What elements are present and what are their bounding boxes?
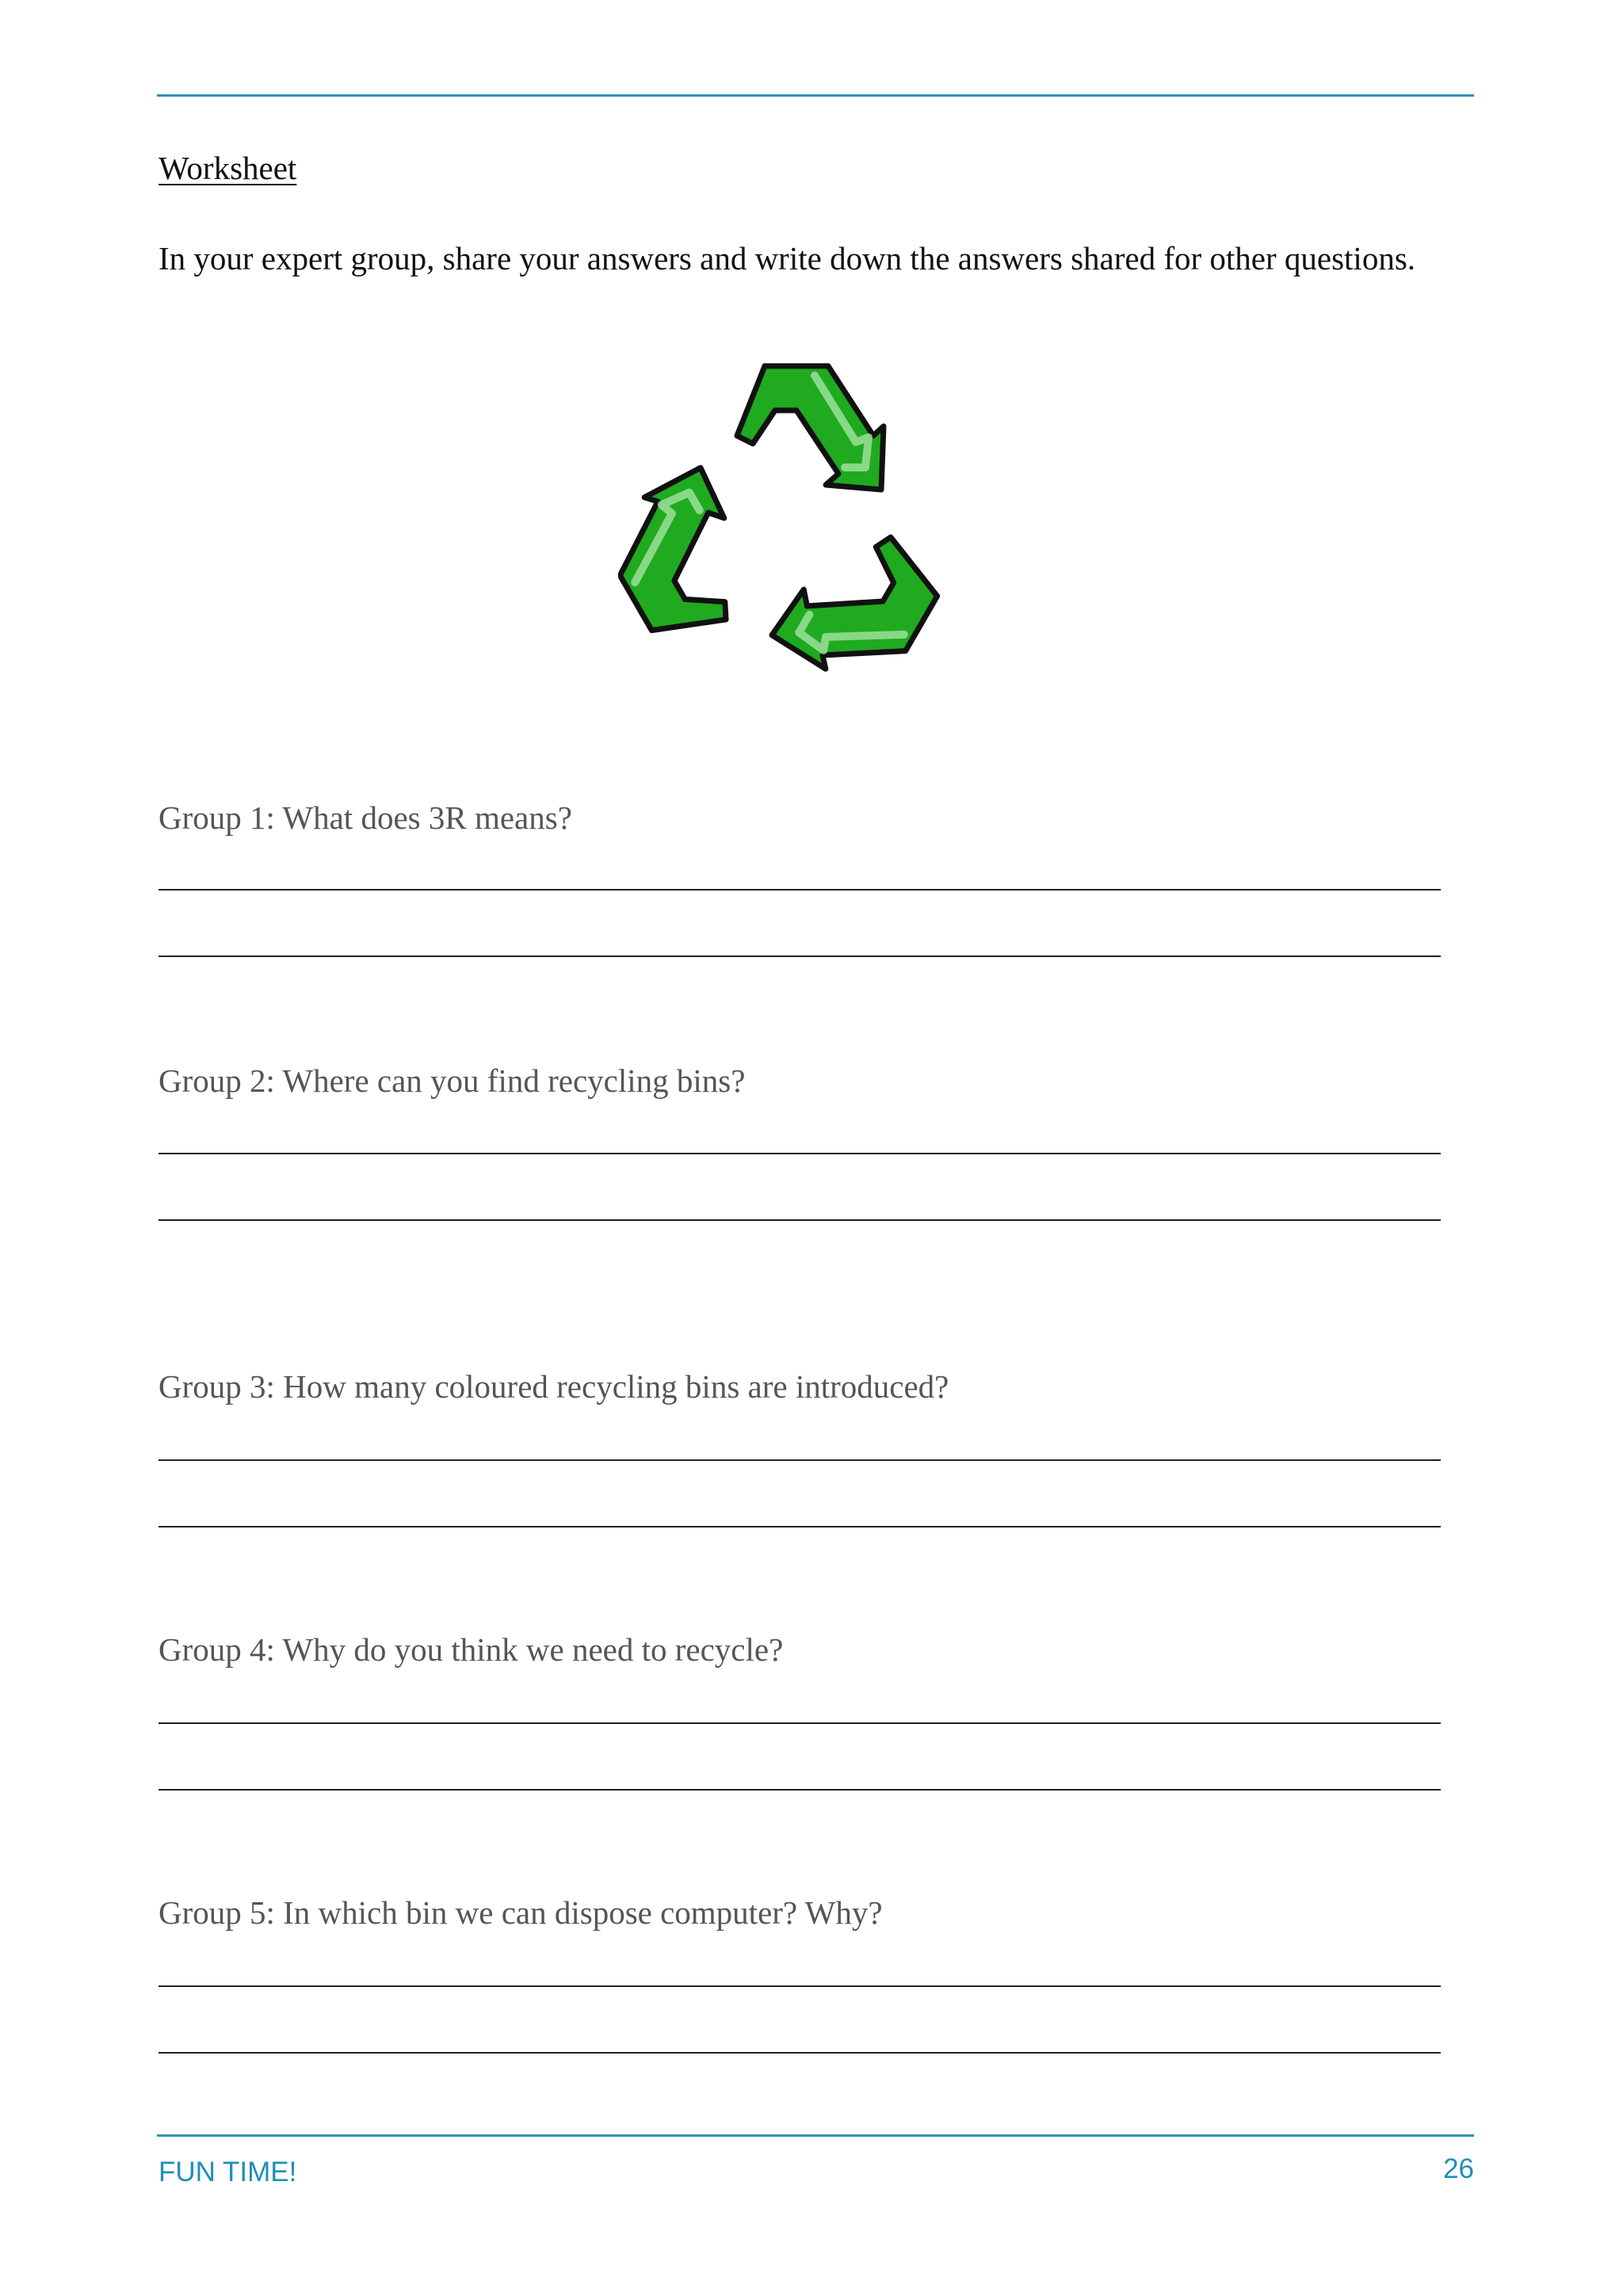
recycle-icon [618,349,951,681]
answer-line[interactable] [158,889,1441,891]
question-group-2: Group 2: Where can you find recycling bins? [158,1062,746,1099]
worksheet-heading: Worksheet [158,150,297,186]
answer-line[interactable] [158,955,1441,957]
question-group-3: Group 3: How many coloured recycling bins are introduced? [158,1368,949,1405]
question-group-1: Group 1: What does 3R means? [158,799,572,836]
answer-line[interactable] [158,1526,1441,1527]
answer-line[interactable] [158,1459,1441,1461]
recycle-arrow-segment [737,366,884,490]
answer-line[interactable] [158,1985,1441,1987]
answer-line[interactable] [158,1153,1441,1154]
question-group-4: Group 4: Why do you think we need to recycle? [158,1631,784,1668]
question-group-5: Group 5: In which bin we can dispose computer? Why? [158,1894,883,1931]
answer-line[interactable] [158,1789,1441,1791]
answer-line[interactable] [158,1722,1441,1724]
page-number: 26 [1443,2153,1474,2184]
footer-rule [157,2134,1474,2137]
answer-line[interactable] [158,1219,1441,1221]
header-rule [157,94,1474,97]
worksheet-instructions: In your expert group, share your answers and write down the answers shared for other questions. [158,240,1416,277]
footer-title: FUN TIME! [158,2157,297,2187]
answer-line[interactable] [158,2052,1441,2054]
